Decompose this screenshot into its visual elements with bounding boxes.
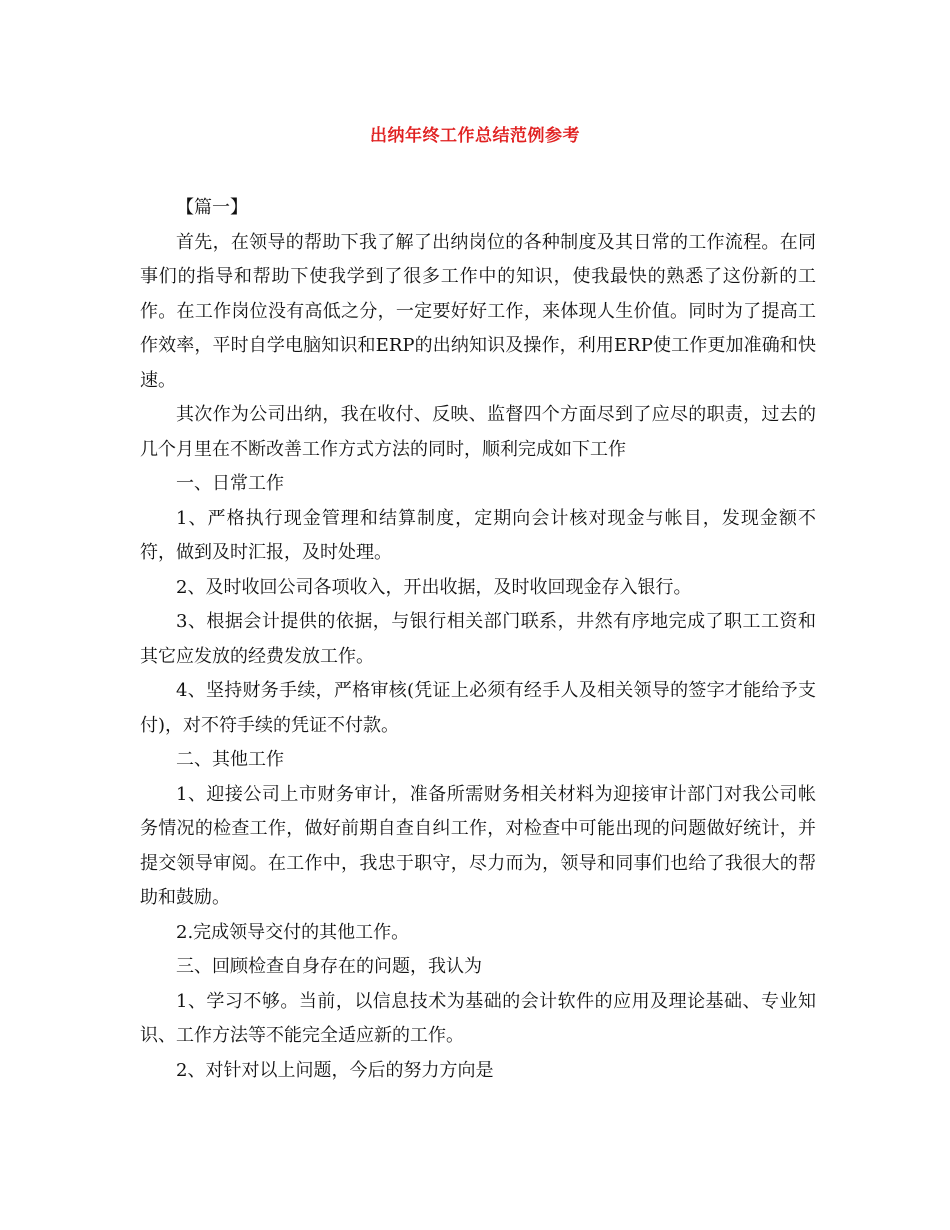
document-title: 出纳年终工作总结范例参考	[370, 126, 580, 146]
list-item: 1、迎接公司上市财务审计，准备所需财务相关材料为迎接审计部门对我公司帐务情况的检查工作，做好前期自查自纠工作，对检查中可能出现的问题做好统计，并提交领导审阅。在工作中，我忠于职守，尽力而为，领导和同事们也给了我很大的帮助和鼓励。	[140, 783, 816, 908]
list-item: 2、及时收回公司各项收入，开出收据，及时收回现金存入银行。	[176, 576, 692, 598]
paragraph: 首先，在领导的帮助下我了解了出纳岗位的各种制度及其日常的工作流程。在同事们的指导和帮助下使我学到了很多工作中的知识，使我最快的熟悉了这份新的工作。在工作岗位没有高低之分，一定要好好工作，来体现人生价值。同时为了提高工作效率，平时自学电脑知识和ERP的出纳知识及操作，利用ERP使工作更加准确和快速。	[140, 231, 816, 391]
list-item: 4、坚持财务手续，严格审核(凭证上必须有经手人及相关领导的签字才能给予支付)，对不符手续的凭证不付款。	[140, 680, 816, 736]
list-item: 2.完成领导交付的其他工作。	[176, 921, 410, 943]
section-heading: 二、其他工作	[176, 749, 284, 770]
section-heading: 三、回顾检查自身存在的问题，我认为	[176, 956, 482, 977]
list-item: 1、严格执行现金管理和结算制度，定期向会计核对现金与帐目，发现金额不符，做到及时汇报，及时处理。	[140, 507, 816, 563]
list-item: 3、根据会计提供的依据，与银行相关部门联系，井然有序地完成了职工工资和其它应发放的经费发放工作。	[140, 611, 816, 667]
document-body	[140, 191, 816, 1088]
section-heading-part-one: 【篇一】	[176, 197, 248, 218]
section-heading: 一、日常工作	[176, 473, 284, 494]
list-item: 2、对针对以上问题，今后的努力方向是	[176, 1059, 494, 1081]
list-item: 1、学习不够。当前，以信息技术为基础的会计软件的应用及理论基础、专业知识、工作方法等不能完全适应新的工作。	[140, 990, 816, 1046]
paragraph: 其次作为公司出纳，我在收付、反映、监督四个方面尽到了应尽的职责，过去的几个月里在不断改善工作方式方法的同时，顺利完成如下工作	[140, 404, 816, 460]
